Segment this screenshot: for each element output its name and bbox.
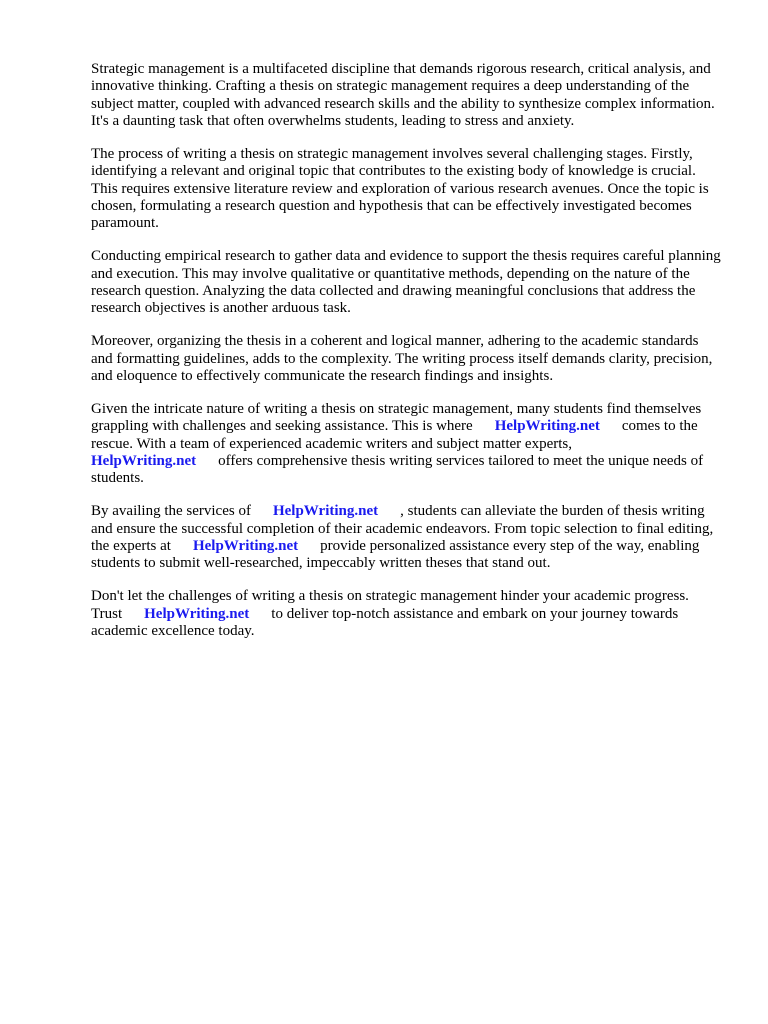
paragraph-text: By availing the services of [91, 503, 251, 520]
helpwriting-link[interactable]: HelpWriting.net [192, 537, 299, 554]
paragraph-text: , students can alleviate the burden of thesis writing and ensure the successful completion of their academic endeavors. From topic selection to final editing, the experts at [91, 503, 714, 554]
paragraph-text: offers comprehensive thesis writing services tailored to meet the unique needs of students. [91, 452, 704, 487]
paragraph-text: provide personalized assistance every step of the way, enabling students to submit well-researched, impeccably written theses that stand out. [91, 537, 700, 572]
paragraph-research: Conducting empirical research to gather data and evidence to support the thesis requires careful planning and execution. This may involve qualitative or quantitative methods, depending on the nature of the research question. Analyzing the data collected and drawing meaningful conclusions that address the research objectives is another arduous task. [91, 248, 721, 317]
paragraph-text: comes to the rescue. With a team of experienced academic writers and subject matter experts, [91, 418, 698, 452]
paragraph-services [91, 503, 723, 572]
paragraph-text: to deliver top-notch assistance and embark on your journey towards academic excellence today. [91, 605, 679, 639]
paragraph-assistance [91, 401, 723, 487]
paragraph-conclusion [91, 588, 723, 640]
document-body [91, 61, 723, 656]
helpwriting-link[interactable]: HelpWriting.net [494, 418, 600, 435]
paragraph-text: Given the intricate nature of writing a thesis on strategic management, many students find themselves grappling with challenges and seeking assistance. This is where [91, 400, 702, 435]
helpwriting-link[interactable]: HelpWriting.net [144, 605, 250, 622]
helpwriting-link[interactable]: HelpWriting.net [272, 503, 379, 520]
paragraph-process: The process of writing a thesis on strategic management involves several challenging stages. Firstly, identifying a relevant and original topic that contributes to the existing body of knowledge is crucial. This requires extensive literature review and exploration of various research avenues. Once the topic is chosen, formulating a research question and hypothesis that can be effectively investigated becomes paramount. [91, 145, 709, 232]
paragraph-intro: Strategic management is a multifaceted discipline that demands rigorous research, critical analysis, and innovative thinking. Crafting a thesis on strategic management requires a deep understanding of the subject matter, coupled with advanced research skills and the ability to synthesize complex information. It's a daunting task that often overwhelms students, leading to stress and anxiety. [91, 61, 715, 129]
paragraph-text: Don't let the challenges of writing a thesis on strategic management hinder your academic progress. Trust [91, 588, 689, 622]
helpwriting-link[interactable]: HelpWriting.net [91, 452, 197, 469]
paragraph-organizing: Moreover, organizing the thesis in a coherent and logical manner, adhering to the academic standards and formatting guidelines, adds to the complexity. The writing process itself demands clarity, precision, and eloquence to effectively communicate the research findings and insights. [91, 333, 713, 384]
